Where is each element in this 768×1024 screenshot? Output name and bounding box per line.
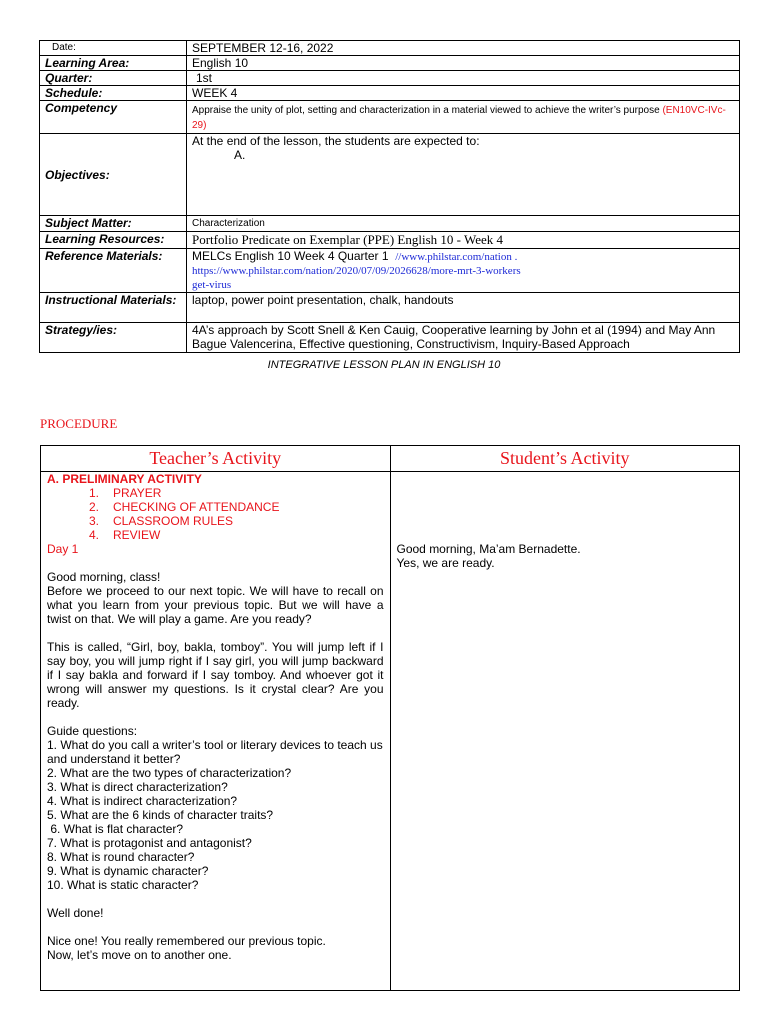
well-done-text: Well done! [47, 906, 104, 920]
lesson-info-table [39, 40, 740, 353]
intro-paragraph: Before we proceed to our next topic. We will have to recall on what you learn from your previous topic. But we will have a twist on that. We will play a game. Are you ready? [47, 584, 384, 626]
guide-question: 10. What is static character? [47, 878, 199, 892]
competency-code: (EN10VC-IVc-29) [192, 105, 726, 131]
list-item: 2. CHECKING OF ATTENDANCE [89, 500, 280, 514]
quarter-value: 1st [187, 71, 740, 86]
student-reply-2: Yes, we are ready. [396, 556, 495, 570]
subject-matter-value: Characterization [187, 216, 740, 232]
teacher-activity-header: Teacher’s Activity [41, 446, 391, 472]
guide-question: 7. What is protagonist and antagonist? [47, 836, 252, 850]
objectives-value [187, 134, 740, 216]
objectives-label: Objectives: [40, 134, 187, 216]
learning-resources-value: Portfolio Predicate on Exemplar (PPE) English 10 - Week 4 [187, 232, 740, 249]
closing-line-1: Nice one! You really remembered our previous topic. [47, 934, 326, 948]
greeting-text: Good morning, class! [47, 570, 161, 584]
learning-resources-label: Learning Resources: [40, 232, 187, 249]
strategy-value: 4A’s approach by Scott Snell & Ken Cauig, Cooperative learning by John et al (1994) and May Ann Bague Valencerina, Effective questioning, Constructivism, Inquiry-Based Approach [187, 323, 740, 353]
teacher-activity-cell [41, 472, 391, 991]
strategy-label: Strategy/ies: [40, 323, 187, 353]
guide-question: 1. What do you call a writer’s tool or literary devices to teach us and understand it better? [47, 738, 383, 766]
instructional-materials-label: Instructional Materials: [40, 293, 187, 323]
learning-area-label: Learning Area: [40, 56, 187, 71]
schedule-value: WEEK 4 [187, 86, 740, 101]
procedure-heading: PROCEDURE [40, 416, 118, 431]
instructional-materials-value: laptop, power point presentation, chalk, handouts [187, 293, 740, 323]
day-label: Day 1 [47, 542, 79, 556]
activity-table [40, 445, 740, 991]
reference-link-3[interactable]: get-virus [192, 279, 232, 291]
list-item: 1. PRAYER [89, 486, 162, 500]
competency-value [187, 101, 740, 134]
lesson-plan-caption: INTEGRATIVE LESSON PLAN IN ENGLISH 10 [267, 359, 501, 371]
competency-text: Appraise the unity of plot, setting and characterization in a material viewed to achieve the writer’s purpose [192, 105, 660, 116]
guide-question: 6. What is flat character? [47, 822, 184, 836]
guide-question: 5. What are the 6 kinds of character traits? [47, 808, 274, 822]
schedule-label: Schedule: [40, 86, 187, 101]
guide-question: 8. What is round character? [47, 850, 195, 864]
reference-materials-label: Reference Materials: [40, 249, 187, 293]
reference-text: MELCs English 10 Week 4 Quarter 1 [192, 249, 389, 263]
game-paragraph: This is called, “Girl, boy, bakla, tomboy”. You will jump left if I say boy, you will jump right if I say girl, you will jump backward if I say bakla and forward if I say tomboy. And whoever got it wrong will answer my questions. Is it crystal clear? Are you ready. [47, 640, 384, 710]
preliminary-activity-list [47, 486, 384, 542]
guide-question: 2. What are the two types of characterization? [47, 766, 292, 780]
subject-matter-label: Subject Matter: [40, 216, 187, 232]
preliminary-activity-heading: A. PRELIMINARY ACTIVITY [47, 472, 202, 486]
competency-label: Competency [40, 101, 187, 134]
learning-area-value: English 10 [187, 56, 740, 71]
reference-link-1[interactable]: //www.philstar.com/nation . [395, 251, 518, 263]
list-item: 3. CLASSROOM RULES [89, 514, 234, 528]
reference-link-2[interactable]: https://www.philstar.com/nation/2020/07/09/2026628/more-mrt-3-workers [192, 265, 521, 277]
date-label: Date: [40, 41, 187, 56]
objectives-intro: At the end of the lesson, the students are expected to: [192, 134, 480, 148]
closing-line-2: Now, let’s move on to another one. [47, 948, 232, 962]
guide-question: 3. What is direct characterization? [47, 780, 228, 794]
quarter-label: Quarter: [40, 71, 187, 86]
student-activity-cell [390, 472, 740, 991]
guide-question: 4. What is indirect characterization? [47, 794, 238, 808]
student-reply-1: Good morning, Ma’am Bernadette. [396, 542, 581, 556]
objectives-item-a: A. [234, 148, 246, 162]
date-value: SEPTEMBER 12-16, 2022 [187, 41, 740, 56]
guide-questions-label: Guide questions: [47, 724, 138, 738]
student-activity-header: Student’s Activity [390, 446, 740, 472]
reference-materials-value [187, 249, 740, 293]
guide-question: 9. What is dynamic character? [47, 864, 209, 878]
list-item: 4. REVIEW [89, 528, 161, 542]
